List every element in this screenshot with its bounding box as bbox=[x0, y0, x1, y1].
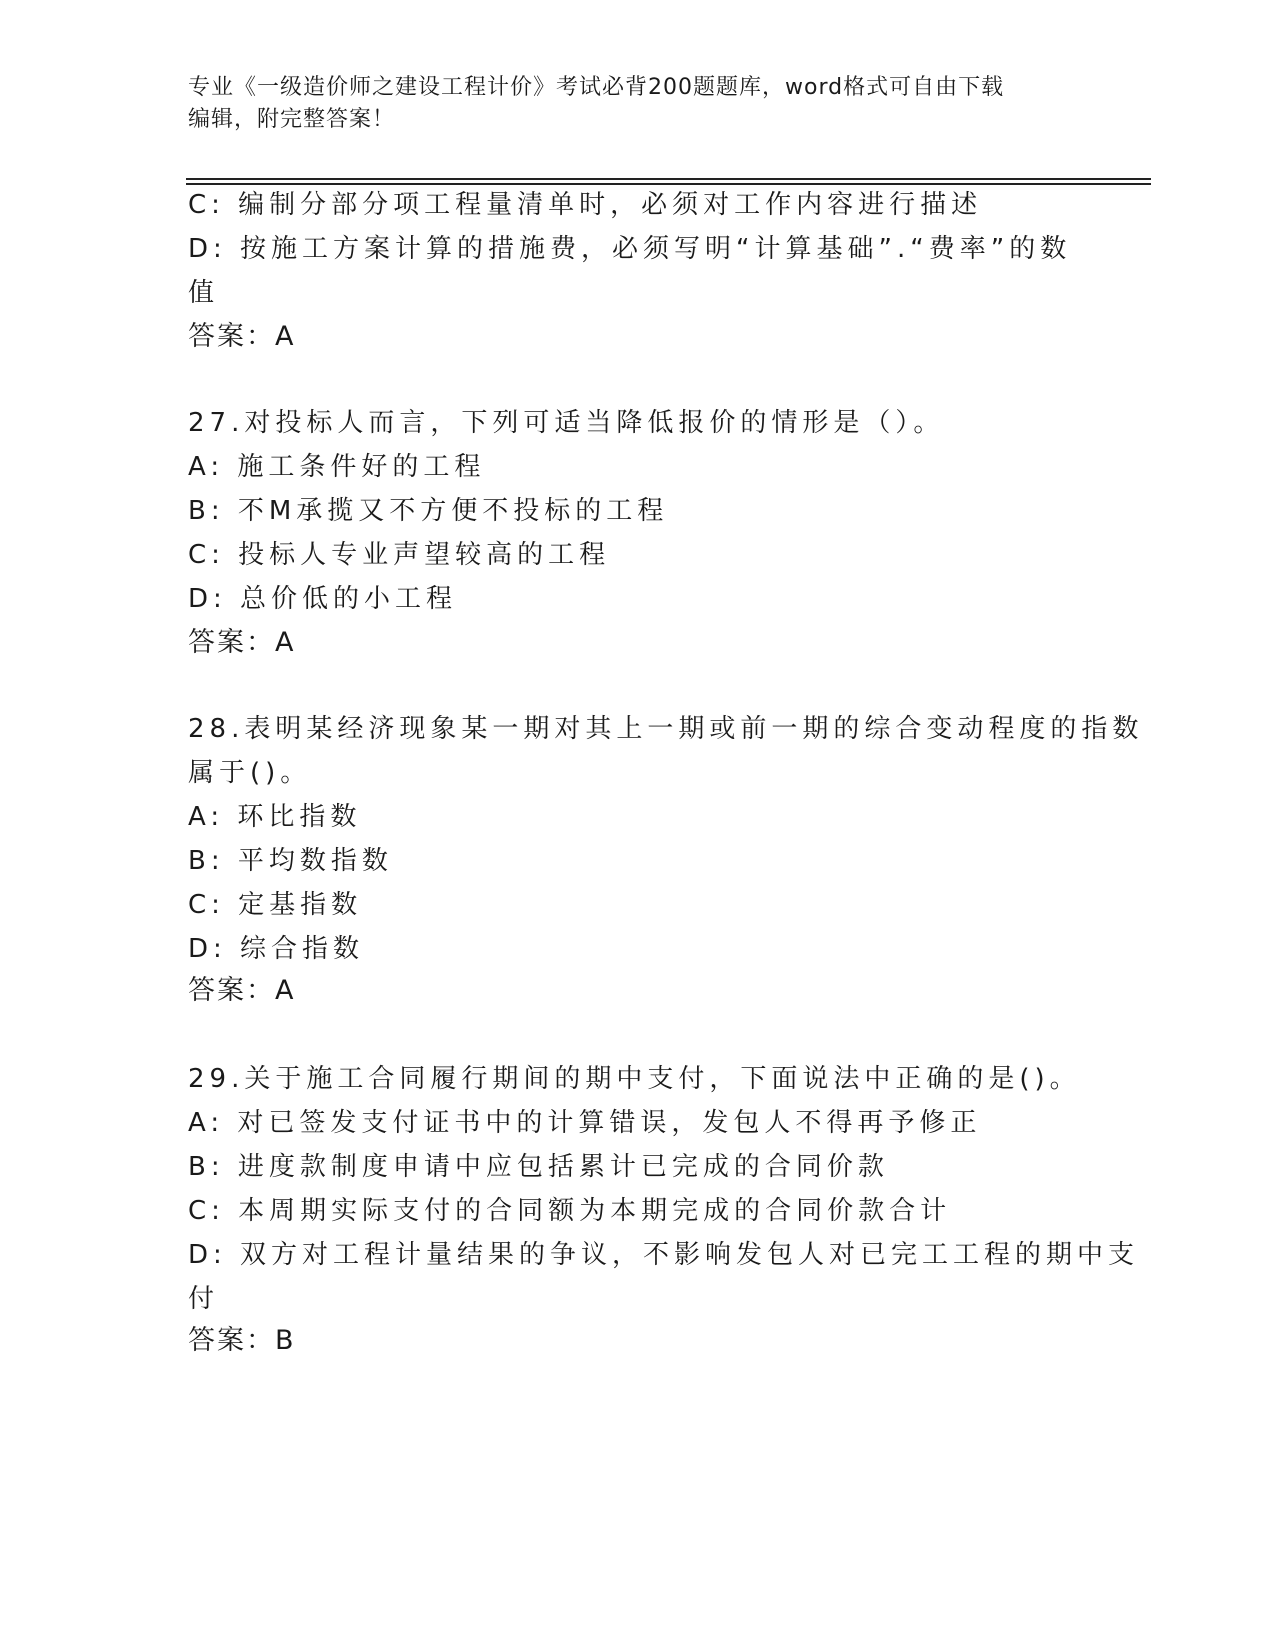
q28-option-a: A: 环比指数 bbox=[188, 802, 362, 832]
q28-stem-line1: 28.表明某经济现象某一期对其上一期或前一期的综合变动程度的指数 bbox=[188, 714, 1144, 744]
prev-option-c: C: 编制分部分项工程量清单时，必须对工作内容进行描述 bbox=[188, 190, 983, 220]
prev-answer: 答案：A bbox=[188, 321, 296, 352]
q27-option-d: D: 总价低的小工程 bbox=[188, 584, 458, 614]
q29-option-d-line1: D: 双方对工程计量结果的争议，不影响发包人对已完工工程的期中支 bbox=[188, 1240, 1140, 1270]
q29-option-c: C: 本周期实际支付的合同额为本期完成的合同价款合计 bbox=[188, 1196, 952, 1226]
q27-option-c: C: 投标人专业声望较高的工程 bbox=[188, 540, 611, 570]
q29-option-b: B: 进度款制度申请中应包括累计已完成的合同价款 bbox=[188, 1152, 889, 1182]
header-rule-top bbox=[186, 178, 1151, 180]
q29-option-d-line2: 付 bbox=[188, 1284, 220, 1314]
q27-answer: 答案：A bbox=[188, 627, 296, 658]
q28-option-b: B: 平均数指数 bbox=[188, 846, 393, 876]
q28-stem-line2: 属于()。 bbox=[188, 758, 312, 788]
q29-stem: 29.关于施工合同履行期间的期中支付，下面说法中正确的是()。 bbox=[188, 1064, 1081, 1094]
q27-option-b: B: 不M承揽又不方便不投标的工程 bbox=[188, 496, 669, 526]
q27-option-a: A: 施工条件好的工程 bbox=[188, 452, 486, 482]
q27-stem: 27.对投标人而言，下列可适当降低报价的情形是（）。 bbox=[188, 408, 945, 438]
q29-answer: 答案：B bbox=[188, 1325, 296, 1356]
q28-option-c: C: 定基指数 bbox=[188, 890, 363, 920]
document-header: 专业《一级造价师之建设工程计价》考试必背200题题库，word格式可自由下载 编辑，附完整答案！ bbox=[188, 75, 1005, 132]
q28-option-d: D: 综合指数 bbox=[188, 934, 365, 964]
prev-option-d-line2: 值 bbox=[188, 278, 220, 308]
q29-option-a: A: 对已签发支付证书中的计算错误，发包人不得再予修正 bbox=[188, 1108, 982, 1138]
prev-option-d-line1: D: 按施工方案计算的措施费，必须写明“计算基础”.“费率”的数 bbox=[188, 234, 1072, 264]
q28-answer: 答案：A bbox=[188, 975, 296, 1006]
